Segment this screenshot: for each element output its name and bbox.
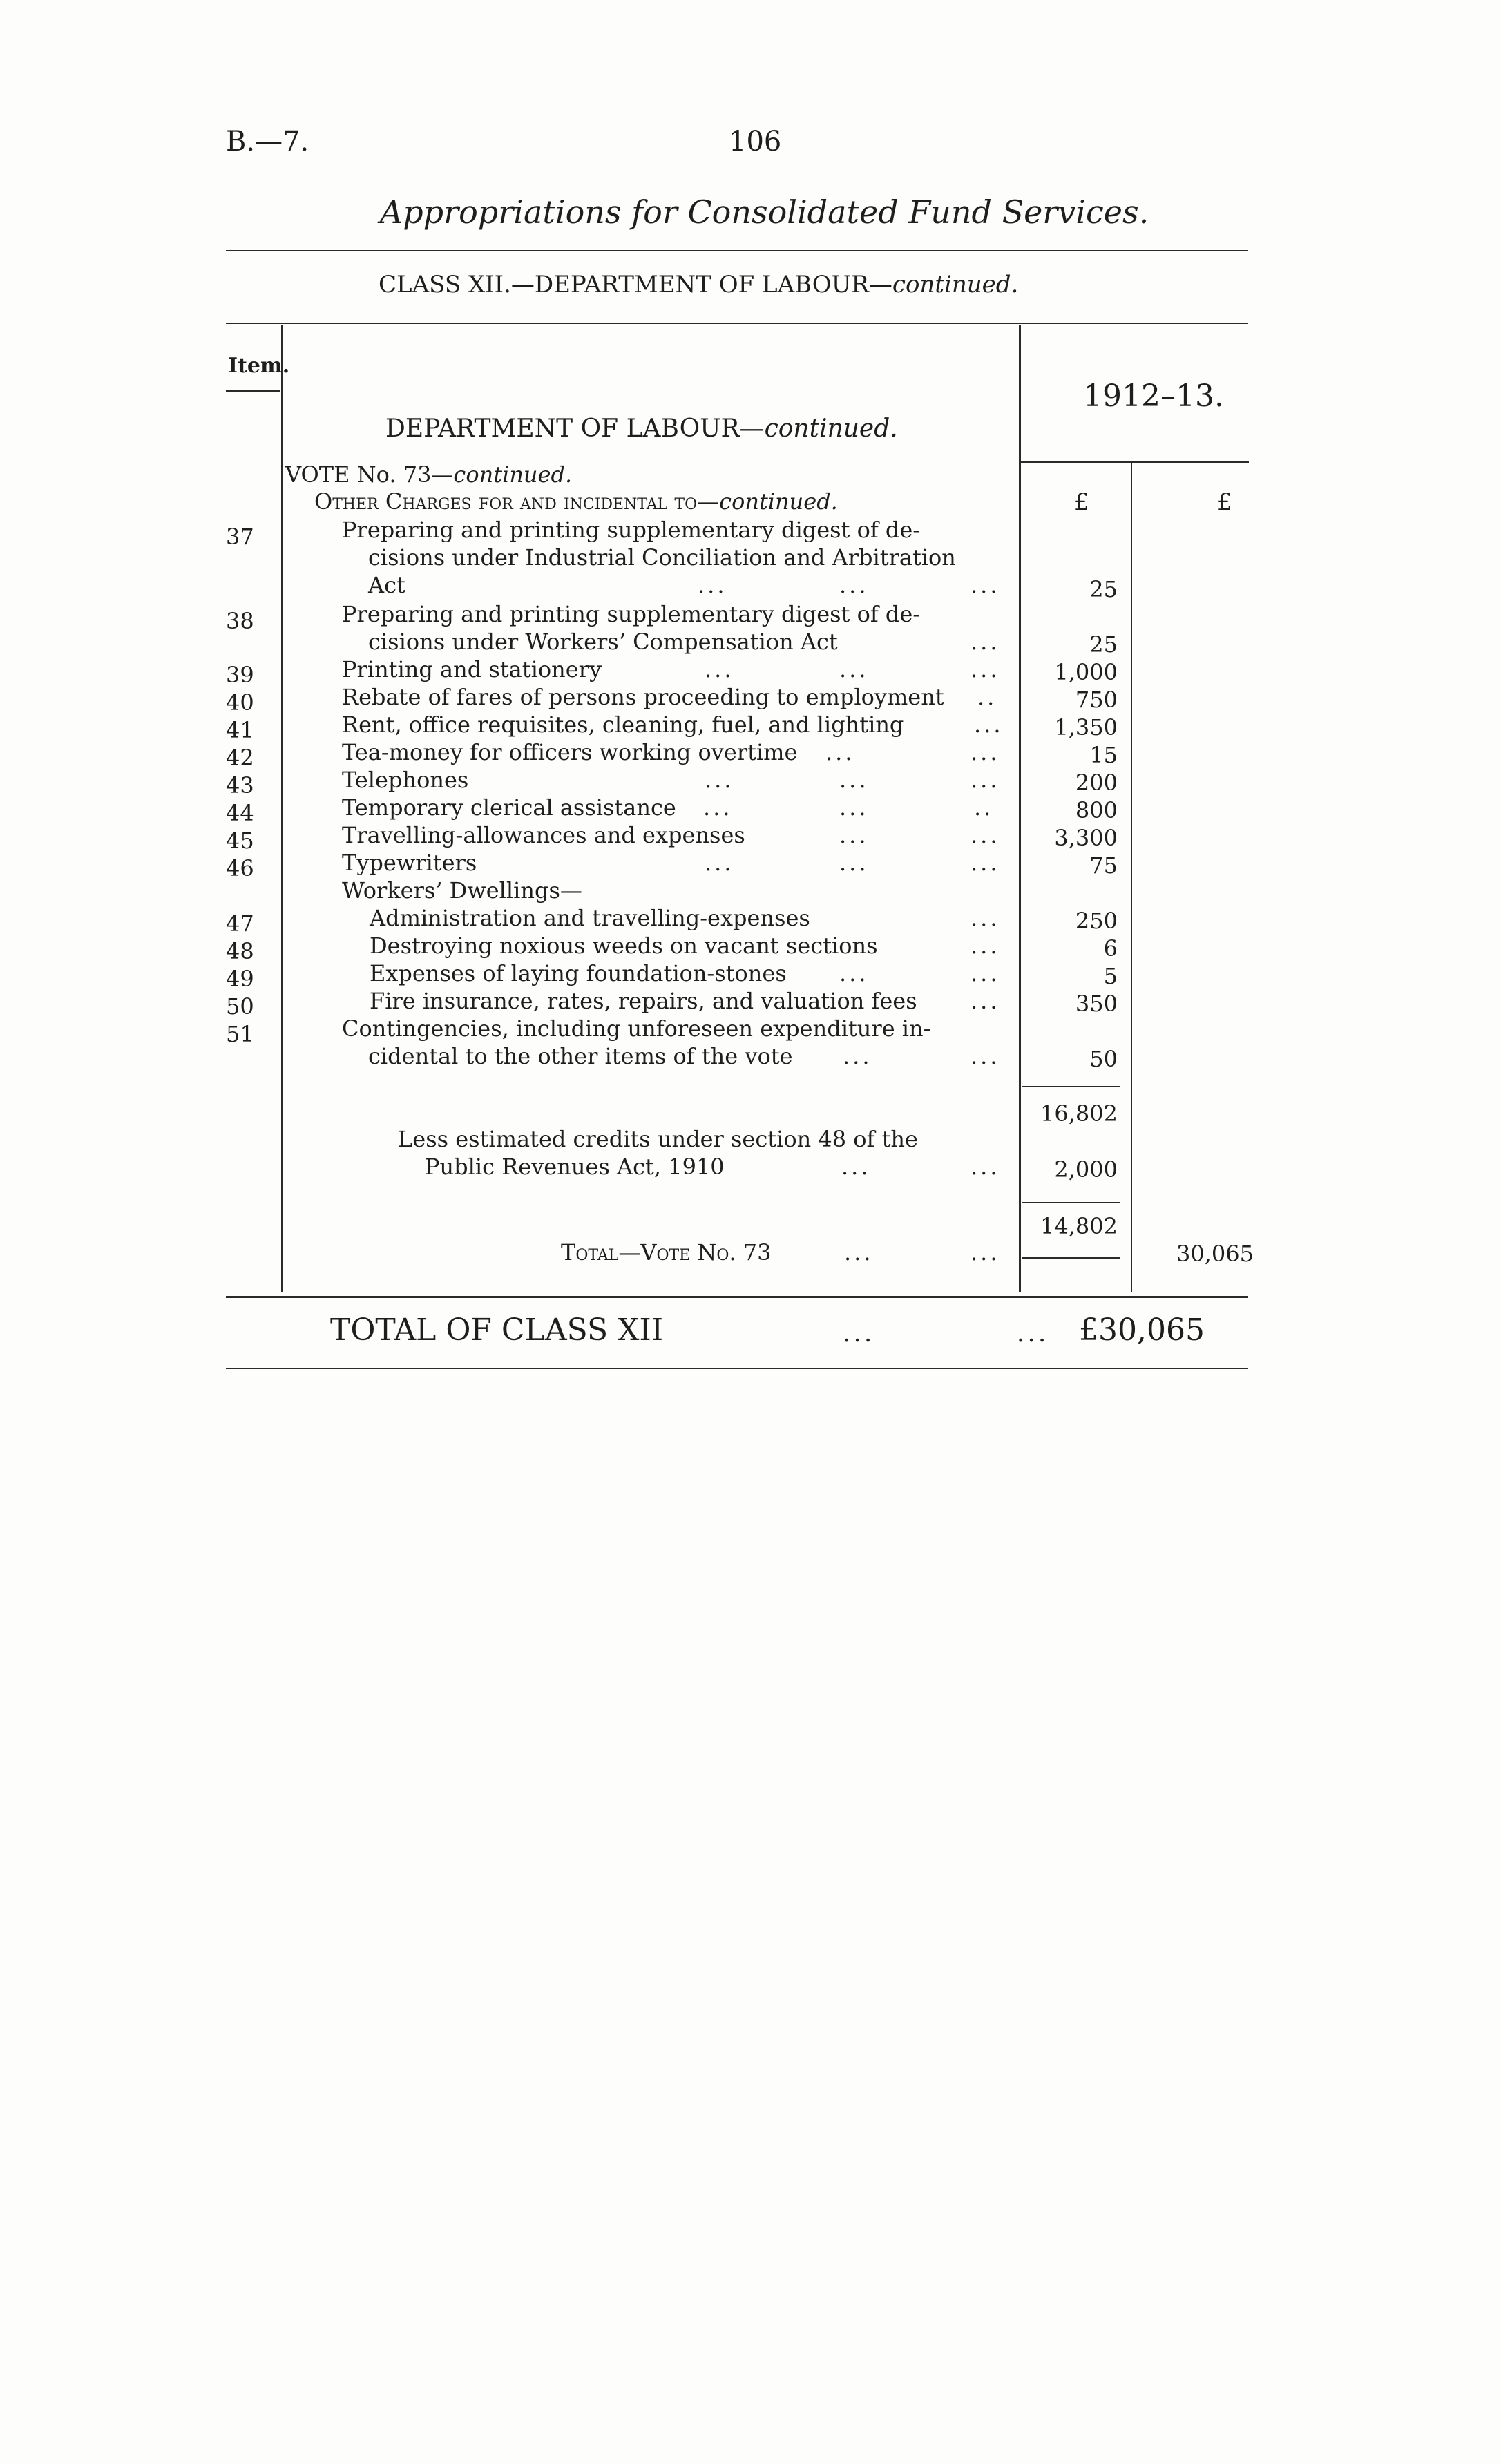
item-number: 42 [226, 745, 254, 771]
item-description: Rent, office requisites, cleaning, fuel, and lighting [342, 711, 904, 738]
item-amount: 250 [1075, 908, 1118, 934]
item-number: 50 [226, 993, 254, 1020]
class-heading-text: CLASS XII.—DEPARTMENT OF LABOUR— [379, 271, 892, 298]
item-description-text: Act [368, 572, 405, 598]
currency-symbol-col2: £ [1217, 488, 1232, 516]
item-number: 38 [226, 608, 254, 634]
leader-dots: ... [705, 767, 734, 793]
leader-dots: ... [825, 739, 855, 765]
leader-dots: ... [841, 1154, 871, 1180]
item-number: 37 [226, 524, 254, 550]
leader-dots: ... [971, 822, 1000, 848]
currency-symbol-col1: £ [1074, 488, 1089, 516]
page-number: 106 [729, 126, 782, 157]
item-amount: 1,000 [1054, 659, 1118, 685]
item-number: 41 [226, 717, 254, 743]
leader-dots: ... [839, 767, 869, 793]
page-reference: B.—7. [226, 126, 309, 157]
class-heading-suffix: continued. [892, 271, 1019, 298]
leader-dots: .. [974, 794, 994, 821]
item-description: Rebate of fares of persons proceeding to employment [342, 684, 944, 710]
item-number: 45 [226, 828, 254, 854]
item-description: Printing and stationery [342, 656, 602, 682]
item-number: 39 [226, 662, 254, 688]
less-credits-line: Public Revenues Act, 1910 [425, 1154, 725, 1180]
leader-dots: ... [839, 822, 869, 848]
leader-dots: ... [839, 572, 869, 598]
department-heading-suffix: continued. [764, 414, 898, 443]
item-description: Travelling-allowances and expenses [342, 822, 745, 848]
item-number: 44 [226, 800, 254, 826]
item-column-divider [281, 325, 283, 1292]
item-description: Fire insurance, rates, repairs, and valuation fees [370, 988, 917, 1014]
leader-dots: ... [971, 739, 1000, 765]
table-top-rule [226, 323, 1248, 324]
net-total-amount: 14,802 [1040, 1213, 1118, 1239]
vote-heading [285, 461, 572, 488]
title-rule [226, 250, 1248, 251]
leader-dots: ... [971, 572, 1000, 598]
item-description: cidental to the other items of the vote [368, 1043, 793, 1069]
class-total-amount: £30,065 [1079, 1312, 1205, 1348]
leader-dots: ... [1017, 1319, 1049, 1348]
subsection-heading: Workers’ Dwellings— [342, 877, 582, 904]
item-description: Expenses of laying foundation-stones [370, 960, 787, 986]
item-description: Temporary clerical assistance [342, 794, 676, 821]
leader-dots: ... [971, 988, 1000, 1014]
item-description: Destroying noxious weeds on vacant sections [370, 933, 878, 959]
item-amount: 50 [1089, 1046, 1118, 1072]
leader-dots: ... [971, 656, 1000, 682]
leader-dots: ... [971, 933, 1000, 959]
leader-dots: ... [971, 1154, 1000, 1180]
item-amount: 800 [1075, 797, 1118, 823]
section-heading [314, 488, 838, 515]
leader-dots: ... [971, 960, 1000, 986]
leader-dots: ... [974, 711, 1004, 738]
item-number: 46 [226, 855, 254, 881]
leader-dots: ... [844, 1239, 874, 1266]
vote-total-label: Total—Vote No. 73 [561, 1239, 772, 1266]
item-description: Preparing and printing supplementary digest of de- [342, 517, 921, 543]
item-amount: 5 [1103, 963, 1118, 989]
item-number: 49 [226, 966, 254, 992]
leader-dots: ... [705, 850, 734, 876]
subtotal-amount: 16,802 [1040, 1100, 1118, 1127]
page-bottom-rule [226, 1368, 1248, 1369]
item-number: 47 [226, 910, 254, 937]
item-amount: 350 [1075, 991, 1118, 1017]
leader-dots: ... [839, 656, 869, 682]
year-header-rule [1021, 461, 1249, 463]
item-amount: 1,350 [1054, 714, 1118, 741]
section-heading-text: Other Charges for and incidental to— [314, 488, 720, 515]
less-credits-line: Less estimated credits under section 48 of the [398, 1126, 918, 1152]
item-description: Administration and travelling-expenses [370, 905, 810, 931]
department-heading [385, 414, 898, 443]
subtotal-rule [1022, 1086, 1120, 1087]
total-column-divider [1131, 463, 1132, 1292]
leader-dots: ... [839, 794, 869, 821]
item-amount: 6 [1103, 935, 1118, 962]
leader-dots: ... [971, 1043, 1000, 1069]
item-column-header: Item. [228, 354, 290, 378]
item-description: Tea-money for officers working overtime [342, 739, 798, 765]
item-number: 43 [226, 772, 254, 799]
item-description: Typewriters [342, 850, 477, 876]
item-number: 51 [226, 1021, 254, 1047]
vote-total-rule [1022, 1257, 1120, 1259]
item-number: 40 [226, 689, 254, 716]
vote-heading-suffix: continued. [453, 461, 573, 488]
less-credits-amount: 2,000 [1054, 1156, 1118, 1183]
leader-dots: ... [971, 629, 1000, 655]
item-amount: 200 [1075, 770, 1118, 796]
leader-dots: ... [971, 850, 1000, 876]
vote-heading-text: VOTE No. 73— [285, 461, 454, 488]
vote-total-amount: 30,065 [1176, 1241, 1254, 1267]
item-description: cisions under Industrial Conciliation and Arbitration [368, 544, 956, 571]
item-amount: 15 [1089, 742, 1118, 768]
item-description: Preparing and printing supplementary digest of de- [342, 601, 921, 627]
page-title: Appropriations for Consolidated Fund Services. [380, 193, 1149, 231]
leader-dots: ... [971, 1239, 1000, 1266]
net-total-rule [1022, 1202, 1120, 1203]
year-column-header: 1912–13. [1083, 379, 1224, 414]
leader-dots: .. [977, 684, 997, 710]
leader-dots: ... [698, 572, 727, 598]
item-description: Contingencies, including unforeseen expenditure in- [342, 1015, 931, 1042]
item-header-rule [226, 390, 280, 392]
table-bottom-rule [226, 1296, 1248, 1298]
department-heading-text: DEPARTMENT OF LABOUR— [385, 414, 765, 443]
item-description: cisions under Workers’ Compensation Act [368, 629, 838, 655]
item-amount: 75 [1089, 852, 1118, 879]
leader-dots: ... [839, 850, 869, 876]
leader-dots: ... [703, 794, 733, 821]
item-description [368, 572, 405, 598]
leader-dots: ... [971, 905, 1000, 931]
leader-dots: ... [843, 1043, 872, 1069]
class-total-label: TOTAL OF CLASS XII [330, 1312, 664, 1348]
leader-dots: ... [839, 960, 869, 986]
leader-dots: ... [971, 767, 1000, 793]
item-amount: 750 [1075, 687, 1118, 713]
leader-dots: ... [705, 656, 734, 682]
item-amount: 3,300 [1054, 825, 1118, 851]
leader-dots: ... [843, 1319, 875, 1348]
item-amount: 25 [1089, 631, 1118, 658]
class-heading [379, 271, 1018, 298]
item-number: 48 [226, 938, 254, 964]
item-amount: 25 [1089, 576, 1118, 602]
item-description: Telephones [342, 767, 469, 793]
section-heading-suffix: continued. [719, 488, 838, 515]
